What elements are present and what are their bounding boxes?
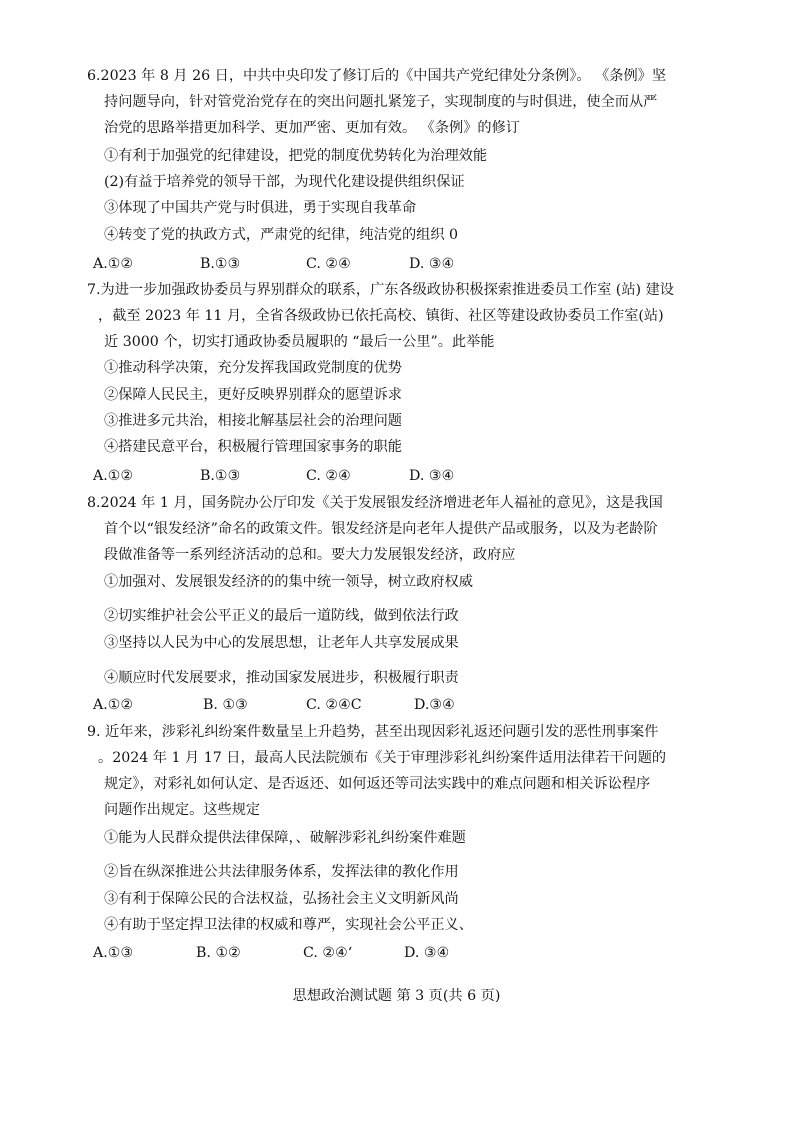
question-text-line: 治党的思路举措更加科学、更加严密、更加有效。 《条例》的修订: [104, 120, 520, 136]
question-text-line: 段做准备等一系列经济活动的总和。要大力发展银发经济，政府应: [104, 547, 516, 563]
option-a: A.①②: [93, 256, 134, 272]
question-text-line: 6.2023 年 8 月 26 日，中共中央印发了修订后的《中国共产党纪律处分条例》。 《条例》坚: [87, 68, 667, 84]
option-b: B.①③: [200, 468, 241, 484]
option-a: A.①②: [93, 697, 134, 713]
statement-1: ①有利于加强党的纪律建设，把党的制度优势转化为治理效能: [104, 148, 488, 164]
question-text-line: 9. 近年来，涉彩礼纠纷案件数量呈上升趋势，甚至出现因彩礼返还问题引发的恶性刑事案件: [87, 724, 659, 740]
statement-3: ③推进多元共治，相接北解基层社会的治理问题: [104, 413, 402, 429]
question-text-line: 问题作出规定。这些规定: [104, 802, 261, 818]
question-text-line: ，截至 2023 年 11 月，全省各级政协已依托高校、镇街、社区等建设政协委员工作室(站): [98, 308, 664, 324]
option-d: D.③④: [414, 697, 455, 713]
statement-3: ③体现了中国共产党与时俱进，勇于实现自我革命: [104, 200, 417, 216]
statement-2: ②保障人民民主，更好反映界别群众的愿望诉求: [104, 387, 402, 403]
statement-4: ④转变了党的执政方式，严肃党的纪律，纯洁党的组织 0: [104, 227, 459, 243]
statement-3: ③坚持以人民为中心的发展思想，让老年人共享发展成果: [104, 635, 459, 651]
statement-4: ④搭建民意平台，积极履行管理国家事务的职能: [104, 439, 402, 455]
option-b: B. ①②: [196, 945, 241, 961]
option-c: C. ②④: [306, 256, 351, 272]
statement-4: ④有助于坚定捍卫法律的权威和尊严，实现社会公平正义、: [104, 917, 473, 933]
option-d: D. ③④: [409, 468, 455, 484]
statement-2: ②切实维护社会公平正义的最后一道防线，做到依法行政: [104, 608, 459, 624]
option-c: C. ②④: [306, 468, 351, 484]
statement-4: ④顺应时代发展要求，推动国家发展进步，积极履行职责: [104, 670, 459, 686]
question-text-line: 首个以“银发经济”命名的政策文件。银发经济是向老年人提供产品或服务，以及为老龄阶: [104, 521, 658, 537]
option-d: D. ③④: [409, 256, 455, 272]
page-footer: 思想政治测试题 第 3 页(共 6 页): [292, 988, 501, 1004]
statement-2: (2)有益于培养党的领导干部，为现代化建设提供组织保证: [104, 174, 465, 190]
question-text-line: 规定》，对彩礼如何认定、是否返还、如何返还等司法实践中的难点问题和相关诉讼程序: [104, 776, 651, 792]
question-text-line: 近 3000 个，切实打通政协委员履职的 “最后一公里”。此举能: [104, 334, 495, 350]
question-text-line: 7.为进一步加强政协委员与界别群众的联系，广东各级政协积极探索推进委员工作室 (站) 建设: [87, 282, 674, 298]
option-a: A.①②: [93, 468, 134, 484]
option-b: B. ①③: [203, 697, 248, 713]
option-c: C. ②④C: [306, 697, 362, 713]
statement-3: ③有利于保障公民的合法权益，弘扬社会主义文明新风尚: [104, 891, 459, 907]
question-text-line: 。2024 年 1 月 17 日，最高人民法院颁布《关于审理涉彩礼纠纷案件适用法律若干问题的: [98, 750, 667, 766]
question-text-line: 持问题导向，针对管党治党存在的突出问题扎紧笼子，实现制度的与时俱进，使全而从严: [104, 94, 658, 110]
option-c: C. ②④‘: [303, 945, 353, 961]
option-b: B.①③: [200, 256, 241, 272]
statement-1: ①加强对、发展银发经济的的集中统一领导，树立政府权威: [104, 574, 473, 590]
statement-1: ①能为人民群众提供法律保障，、破解涉彩礼纠纷案件难题: [104, 830, 466, 846]
option-a: A.①③: [93, 945, 134, 961]
question-text-line: 8.2024 年 1 月，国务院办公厅印发《关于发展银发经济增进老年人福祉的意见》，这是我国: [87, 495, 663, 511]
option-d: D. ③④: [404, 945, 450, 961]
statement-2: ②旨在纵深推进公共法律服务体系，发挥法律的教化作用: [104, 864, 459, 880]
statement-1: ①推动科学决策，充分发挥我国政党制度的优势: [104, 360, 402, 376]
